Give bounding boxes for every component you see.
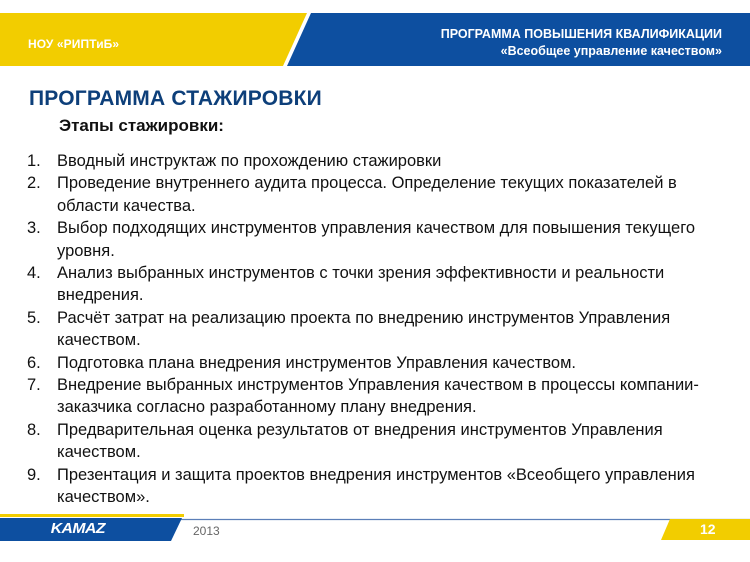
list-item bbox=[27, 419, 727, 464]
list-item bbox=[27, 352, 727, 374]
list-item bbox=[27, 464, 727, 509]
step-number: 8. bbox=[27, 420, 41, 439]
step-number: 6. bbox=[27, 353, 41, 372]
step-text: Проведение внутреннего аудита процесса. Определение текущих показателей в области качества. bbox=[57, 174, 677, 215]
step-text: Расчёт затрат на реализацию проекта по внедрению инструментов Управления качеством. bbox=[57, 308, 671, 350]
step-text: Предварительная оценка результатов от внедрения инструментов Управления качеством. bbox=[57, 420, 663, 462]
list-item bbox=[27, 307, 727, 352]
program-title-line2: «Всеобщее управление качеством» bbox=[500, 44, 722, 58]
step-text: Выбор подходящих инструментов управления качеством для повышения текущего уровня. bbox=[57, 219, 696, 260]
step-number: 4. bbox=[27, 264, 41, 283]
step-number: 5. bbox=[27, 308, 41, 327]
step-text: Вводный инструктаж по прохождению стажировки bbox=[57, 152, 442, 170]
step-number: 1. bbox=[27, 152, 41, 170]
list-item bbox=[27, 374, 727, 419]
list-item bbox=[27, 262, 727, 307]
kamaz-logo: KAMAZ bbox=[50, 520, 105, 537]
step-number: 7. bbox=[27, 376, 41, 395]
list-item bbox=[27, 217, 727, 262]
step-text: Подготовка плана внедрения инструментов Управления качеством. bbox=[57, 353, 577, 372]
step-text: Презентация и защита проектов внедрения инструментов «Всеобщего управления качеством». bbox=[57, 465, 695, 507]
step-number: 9. bbox=[27, 465, 41, 484]
year-label: 2013 bbox=[193, 524, 220, 538]
list-item bbox=[27, 150, 727, 172]
page-title: ПРОГРАММА СТАЖИРОВКИ bbox=[29, 87, 322, 110]
step-text: Внедрение выбранных инструментов Управления качеством в процессы компании-заказчика согласно разработанному плану внедрения. bbox=[57, 376, 699, 417]
org-name: НОУ «РИПТиБ» bbox=[28, 37, 120, 51]
step-number: 3. bbox=[27, 219, 41, 238]
step-number: 2. bbox=[27, 174, 41, 193]
page-number: 12 bbox=[700, 521, 716, 537]
list-item bbox=[27, 172, 727, 217]
program-title bbox=[441, 26, 722, 60]
footer-band bbox=[0, 510, 750, 562]
steps-list bbox=[27, 150, 727, 509]
step-text: Анализ выбранных инструментов с точки зрения эффективности и реальности внедрения. bbox=[57, 264, 665, 305]
program-title-line1: ПРОГРАММА ПОВЫШЕНИЯ КВАЛИФИКАЦИИ bbox=[440, 27, 722, 41]
subtitle: Этапы стажировки: bbox=[59, 116, 224, 135]
